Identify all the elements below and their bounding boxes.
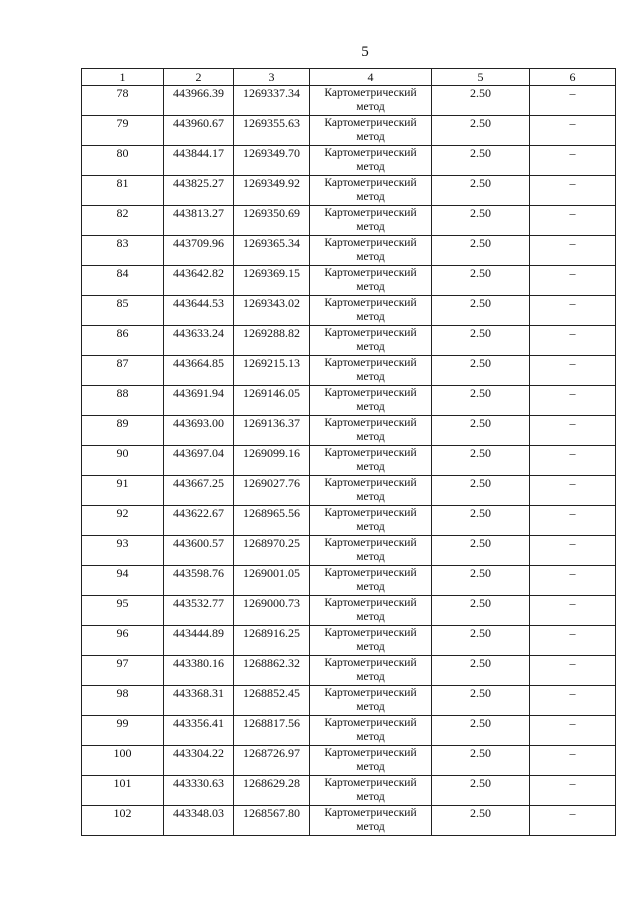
table-row [82, 686, 616, 716]
coordinate-y: 1269349.70 [234, 146, 310, 176]
coordinate-y: 1269350.69 [234, 206, 310, 236]
table-row [82, 716, 616, 746]
coordinate-x: 443642.82 [164, 266, 234, 296]
method-line-1: Картометрический [324, 327, 417, 339]
table-row [82, 566, 616, 596]
coordinate-x: 443600.57 [164, 536, 234, 566]
note-dash: – [530, 86, 616, 116]
accuracy-value: 2.50 [432, 116, 530, 146]
coordinate-x: 443844.17 [164, 146, 234, 176]
method-line-1: Картометрический [324, 597, 417, 609]
coordinate-x: 443697.04 [164, 446, 234, 476]
method-line-1: Картометрический [324, 657, 417, 669]
method-line-1: Картометрический [324, 237, 417, 249]
coordinate-x: 443444.89 [164, 626, 234, 656]
method-line-2: метод [356, 461, 385, 473]
coordinate-x: 443644.53 [164, 296, 234, 326]
method-cell [310, 806, 432, 836]
point-number: 99 [82, 716, 164, 746]
method-line-1: Картометрический [324, 747, 417, 759]
method-cell [310, 86, 432, 116]
method-line-1: Картометрический [324, 87, 417, 99]
column-header: 3 [234, 69, 310, 86]
accuracy-value: 2.50 [432, 296, 530, 326]
coordinate-y: 1269349.92 [234, 176, 310, 206]
table-row [82, 596, 616, 626]
coordinate-x: 443813.27 [164, 206, 234, 236]
coordinate-x: 443622.67 [164, 506, 234, 536]
point-number: 81 [82, 176, 164, 206]
note-dash: – [530, 656, 616, 686]
accuracy-value: 2.50 [432, 266, 530, 296]
accuracy-value: 2.50 [432, 176, 530, 206]
note-dash: – [530, 536, 616, 566]
column-header: 2 [164, 69, 234, 86]
coordinate-y: 1269099.16 [234, 446, 310, 476]
table-row [82, 236, 616, 266]
method-line-2: метод [356, 701, 385, 713]
column-header: 4 [310, 69, 432, 86]
point-number: 79 [82, 116, 164, 146]
point-number: 83 [82, 236, 164, 266]
method-line-2: метод [356, 581, 385, 593]
accuracy-value: 2.50 [432, 146, 530, 176]
method-line-2: метод [356, 341, 385, 353]
note-dash: – [530, 266, 616, 296]
method-cell [310, 116, 432, 146]
method-cell [310, 206, 432, 236]
accuracy-value: 2.50 [432, 716, 530, 746]
coordinate-y: 1269355.63 [234, 116, 310, 146]
accuracy-value: 2.50 [432, 206, 530, 236]
method-line-2: метод [356, 491, 385, 503]
point-number: 90 [82, 446, 164, 476]
method-cell [310, 746, 432, 776]
coordinate-x: 443667.25 [164, 476, 234, 506]
note-dash: – [530, 566, 616, 596]
accuracy-value: 2.50 [432, 356, 530, 386]
note-dash: – [530, 326, 616, 356]
method-line-1: Картометрический [324, 537, 417, 549]
method-line-2: метод [356, 611, 385, 623]
table-row [82, 176, 616, 206]
method-line-2: метод [356, 131, 385, 143]
coordinate-y: 1269146.05 [234, 386, 310, 416]
method-cell [310, 266, 432, 296]
accuracy-value: 2.50 [432, 446, 530, 476]
method-line-2: метод [356, 191, 385, 203]
method-line-1: Картометрический [324, 357, 417, 369]
coordinate-x: 443825.27 [164, 176, 234, 206]
table-row [82, 626, 616, 656]
coordinate-y: 1268817.56 [234, 716, 310, 746]
point-number: 95 [82, 596, 164, 626]
method-line-2: метод [356, 401, 385, 413]
method-line-1: Картометрический [324, 147, 417, 159]
table-row [82, 356, 616, 386]
table-row [82, 86, 616, 116]
page-number: 5 [361, 44, 369, 60]
method-line-1: Картометрический [324, 477, 417, 489]
coordinate-x: 443356.41 [164, 716, 234, 746]
table-row [82, 746, 616, 776]
method-line-2: метод [356, 761, 385, 773]
coordinate-x: 443532.77 [164, 596, 234, 626]
note-dash: – [530, 476, 616, 506]
method-line-1: Картометрический [324, 777, 417, 789]
method-line-1: Картометрический [324, 177, 417, 189]
point-number: 86 [82, 326, 164, 356]
method-cell [310, 686, 432, 716]
method-line-2: метод [356, 431, 385, 443]
method-line-2: метод [356, 791, 385, 803]
note-dash: – [530, 506, 616, 536]
point-number: 100 [82, 746, 164, 776]
note-dash: – [530, 446, 616, 476]
note-dash: – [530, 386, 616, 416]
column-header: 6 [530, 69, 616, 86]
coordinate-y: 1269136.37 [234, 416, 310, 446]
table-row [82, 656, 616, 686]
point-number: 91 [82, 476, 164, 506]
coordinate-x: 443304.22 [164, 746, 234, 776]
coordinate-y: 1269001.05 [234, 566, 310, 596]
accuracy-value: 2.50 [432, 236, 530, 266]
method-line-2: метод [356, 281, 385, 293]
table-row [82, 206, 616, 236]
method-cell [310, 716, 432, 746]
coordinate-y: 1268965.56 [234, 506, 310, 536]
coordinate-y: 1268726.97 [234, 746, 310, 776]
accuracy-value: 2.50 [432, 386, 530, 416]
method-cell [310, 416, 432, 446]
accuracy-value: 2.50 [432, 806, 530, 836]
table-row [82, 116, 616, 146]
method-cell [310, 386, 432, 416]
coordinate-y: 1269215.13 [234, 356, 310, 386]
point-number: 82 [82, 206, 164, 236]
accuracy-value: 2.50 [432, 746, 530, 776]
point-number: 89 [82, 416, 164, 446]
method-line-2: метод [356, 101, 385, 113]
accuracy-value: 2.50 [432, 476, 530, 506]
method-line-1: Картометрический [324, 627, 417, 639]
method-cell [310, 626, 432, 656]
table-row [82, 146, 616, 176]
note-dash: – [530, 716, 616, 746]
method-cell [310, 236, 432, 266]
table-row [82, 446, 616, 476]
coordinate-x: 443966.39 [164, 86, 234, 116]
coordinate-y: 1268862.32 [234, 656, 310, 686]
note-dash: – [530, 206, 616, 236]
accuracy-value: 2.50 [432, 776, 530, 806]
note-dash: – [530, 596, 616, 626]
method-cell [310, 596, 432, 626]
method-line-1: Картометрический [324, 417, 417, 429]
note-dash: – [530, 686, 616, 716]
coordinate-y: 1269365.34 [234, 236, 310, 266]
accuracy-value: 2.50 [432, 656, 530, 686]
method-line-1: Картометрический [324, 297, 417, 309]
table-row [82, 536, 616, 566]
table-row [82, 806, 616, 836]
point-number: 94 [82, 566, 164, 596]
note-dash: – [530, 116, 616, 146]
method-line-2: метод [356, 821, 385, 833]
point-number: 92 [82, 506, 164, 536]
point-number: 93 [82, 536, 164, 566]
method-cell [310, 356, 432, 386]
column-header: 5 [432, 69, 530, 86]
method-line-1: Картометрический [324, 117, 417, 129]
note-dash: – [530, 356, 616, 386]
method-line-2: метод [356, 311, 385, 323]
method-cell [310, 566, 432, 596]
coordinate-x: 443709.96 [164, 236, 234, 266]
note-dash: – [530, 806, 616, 836]
method-cell [310, 776, 432, 806]
note-dash: – [530, 626, 616, 656]
note-dash: – [530, 176, 616, 206]
coordinate-y: 1268852.45 [234, 686, 310, 716]
method-line-2: метод [356, 521, 385, 533]
note-dash: – [530, 776, 616, 806]
method-line-2: метод [356, 671, 385, 683]
point-number: 88 [82, 386, 164, 416]
coordinates-table [81, 68, 616, 836]
method-cell [310, 176, 432, 206]
table-row [82, 416, 616, 446]
method-line-2: метод [356, 221, 385, 233]
coordinate-y: 1268567.80 [234, 806, 310, 836]
table-row [82, 476, 616, 506]
method-line-1: Картометрический [324, 807, 417, 819]
point-number: 84 [82, 266, 164, 296]
column-header: 1 [82, 69, 164, 86]
coordinate-x: 443693.00 [164, 416, 234, 446]
method-cell [310, 446, 432, 476]
accuracy-value: 2.50 [432, 566, 530, 596]
coordinate-y: 1269000.73 [234, 596, 310, 626]
point-number: 101 [82, 776, 164, 806]
method-line-2: метод [356, 731, 385, 743]
table-row [82, 296, 616, 326]
table-body [82, 86, 616, 836]
accuracy-value: 2.50 [432, 686, 530, 716]
method-line-2: метод [356, 371, 385, 383]
method-line-1: Картометрический [324, 207, 417, 219]
coordinate-x: 443380.16 [164, 656, 234, 686]
point-number: 78 [82, 86, 164, 116]
point-number: 87 [82, 356, 164, 386]
method-line-1: Картометрический [324, 687, 417, 699]
table-row [82, 326, 616, 356]
point-number: 98 [82, 686, 164, 716]
coordinate-y: 1269027.76 [234, 476, 310, 506]
coordinate-x: 443960.67 [164, 116, 234, 146]
method-line-1: Картометрический [324, 387, 417, 399]
accuracy-value: 2.50 [432, 536, 530, 566]
coordinate-x: 443633.24 [164, 326, 234, 356]
coordinate-x: 443598.76 [164, 566, 234, 596]
table-header-row [82, 69, 616, 86]
coordinate-y: 1268916.25 [234, 626, 310, 656]
coordinate-y: 1269343.02 [234, 296, 310, 326]
note-dash: – [530, 146, 616, 176]
table-row [82, 776, 616, 806]
note-dash: – [530, 296, 616, 326]
method-line-1: Картометрический [324, 447, 417, 459]
accuracy-value: 2.50 [432, 506, 530, 536]
note-dash: – [530, 746, 616, 776]
point-number: 85 [82, 296, 164, 326]
accuracy-value: 2.50 [432, 416, 530, 446]
method-line-1: Картометрический [324, 507, 417, 519]
accuracy-value: 2.50 [432, 596, 530, 626]
coordinate-y: 1269337.34 [234, 86, 310, 116]
point-number: 102 [82, 806, 164, 836]
table-row [82, 506, 616, 536]
method-cell [310, 506, 432, 536]
coordinate-x: 443664.85 [164, 356, 234, 386]
point-number: 97 [82, 656, 164, 686]
point-number: 80 [82, 146, 164, 176]
method-line-2: метод [356, 641, 385, 653]
method-cell [310, 146, 432, 176]
point-number: 96 [82, 626, 164, 656]
note-dash: – [530, 416, 616, 446]
method-line-1: Картометрический [324, 717, 417, 729]
accuracy-value: 2.50 [432, 326, 530, 356]
coordinate-y: 1269288.82 [234, 326, 310, 356]
method-cell [310, 536, 432, 566]
coordinate-y: 1269369.15 [234, 266, 310, 296]
method-cell [310, 656, 432, 686]
method-cell [310, 476, 432, 506]
table-row [82, 266, 616, 296]
accuracy-value: 2.50 [432, 86, 530, 116]
note-dash: – [530, 236, 616, 266]
table-row [82, 386, 616, 416]
method-line-1: Картометрический [324, 267, 417, 279]
method-line-2: метод [356, 161, 385, 173]
coordinate-x: 443691.94 [164, 386, 234, 416]
method-cell [310, 326, 432, 356]
coordinate-x: 443348.03 [164, 806, 234, 836]
coordinate-y: 1268970.25 [234, 536, 310, 566]
coordinate-y: 1268629.28 [234, 776, 310, 806]
coordinate-x: 443368.31 [164, 686, 234, 716]
coordinate-x: 443330.63 [164, 776, 234, 806]
method-line-1: Картометрический [324, 567, 417, 579]
method-line-2: метод [356, 551, 385, 563]
method-line-2: метод [356, 251, 385, 263]
accuracy-value: 2.50 [432, 626, 530, 656]
method-cell [310, 296, 432, 326]
